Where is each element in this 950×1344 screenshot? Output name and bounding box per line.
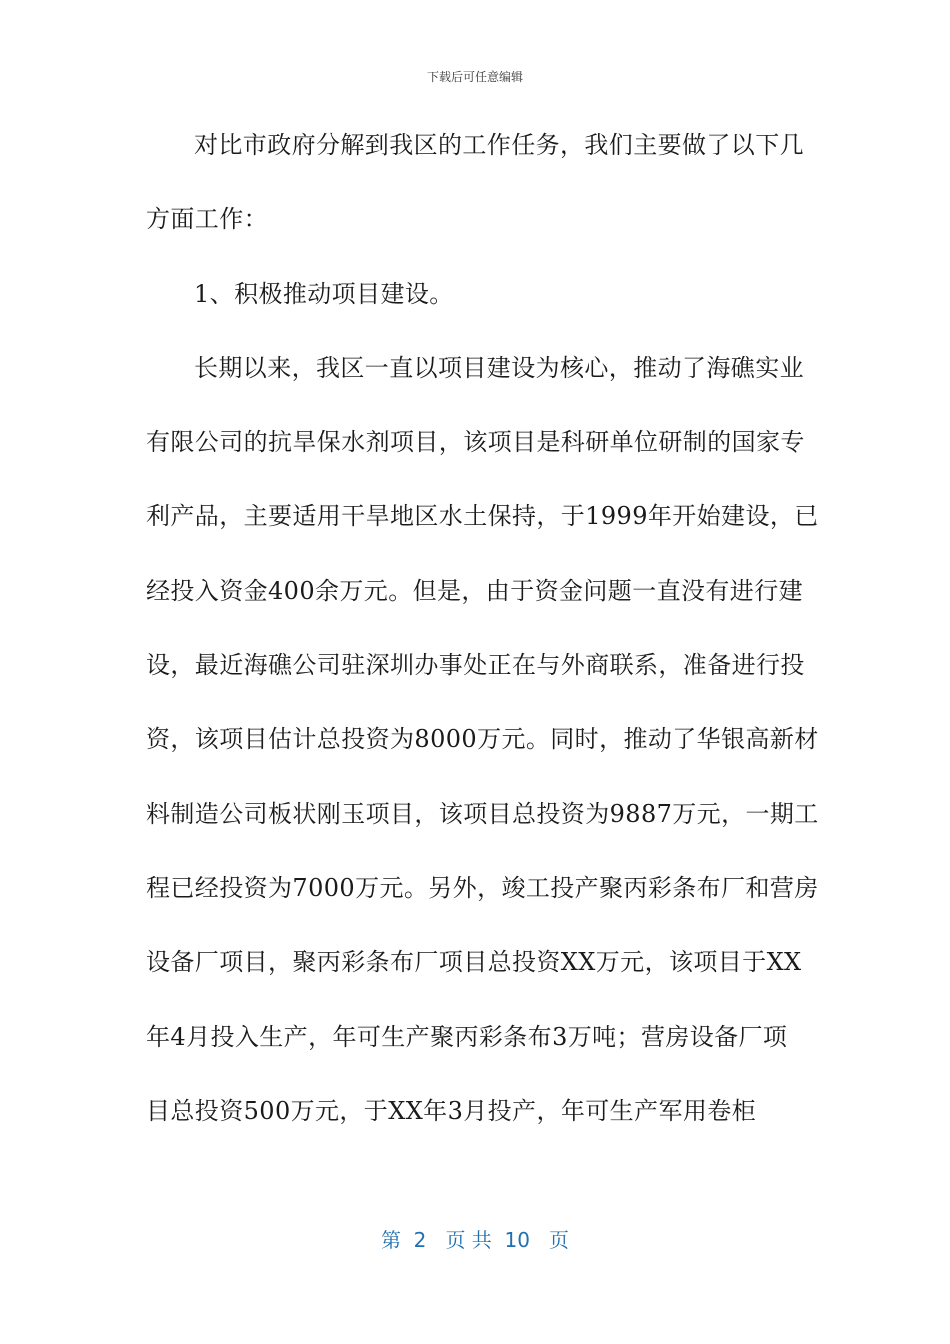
section-heading: 1、积极推动项目建设。: [194, 279, 454, 308]
paragraph-line: 利产品，主要适用干旱地区水土保持，于1999年开始建设，已: [146, 502, 819, 531]
paragraph-line: 设备厂项目，聚丙彩条布厂项目总投资XX万元，该项目于XX: [146, 948, 802, 977]
page-header-note: 下载后可任意编辑: [426, 70, 523, 84]
paragraph-line: 经投入资金400余万元。但是，由于资金问题一直没有进行建: [146, 576, 804, 605]
paragraph-line: 有限公司的抗旱保水剂项目，该项目是科研单位研制的国家专: [146, 428, 805, 457]
paragraph-line: 对比市政府分解到我区的工作任务，我们主要做了以下几: [194, 131, 804, 159]
paragraph-line: 料制造公司板状刚玉项目，该项目总投资为9887万元，一期工: [146, 799, 819, 828]
page-number-footer: 第 2 页 共 10 页: [380, 1228, 570, 1252]
document-body: [146, 120, 819, 1160]
paragraph-line: 资，该项目估计总投资为8000万元。同时，推动了华银高新材: [146, 725, 819, 754]
paragraph-line: 长期以来，我区一直以项目建设为核心，推动了海礁实业: [194, 353, 804, 382]
paragraph-line: 年4月投入生产，年可生产聚丙彩条布3万吨；营房设备厂项: [146, 1022, 788, 1051]
paragraph-line: 目总投资500万元，于XX年3月投产，年可生产军用卷柜: [146, 1096, 757, 1125]
paragraph-line: 设，最近海礁公司驻深圳办事处正在与外商联系，准备进行投: [146, 651, 805, 680]
paragraph-line: 程已经投资为7000万元。另外，竣工投产聚丙彩条布厂和营房: [146, 873, 819, 902]
paragraph-line: 方面工作：: [146, 205, 268, 234]
